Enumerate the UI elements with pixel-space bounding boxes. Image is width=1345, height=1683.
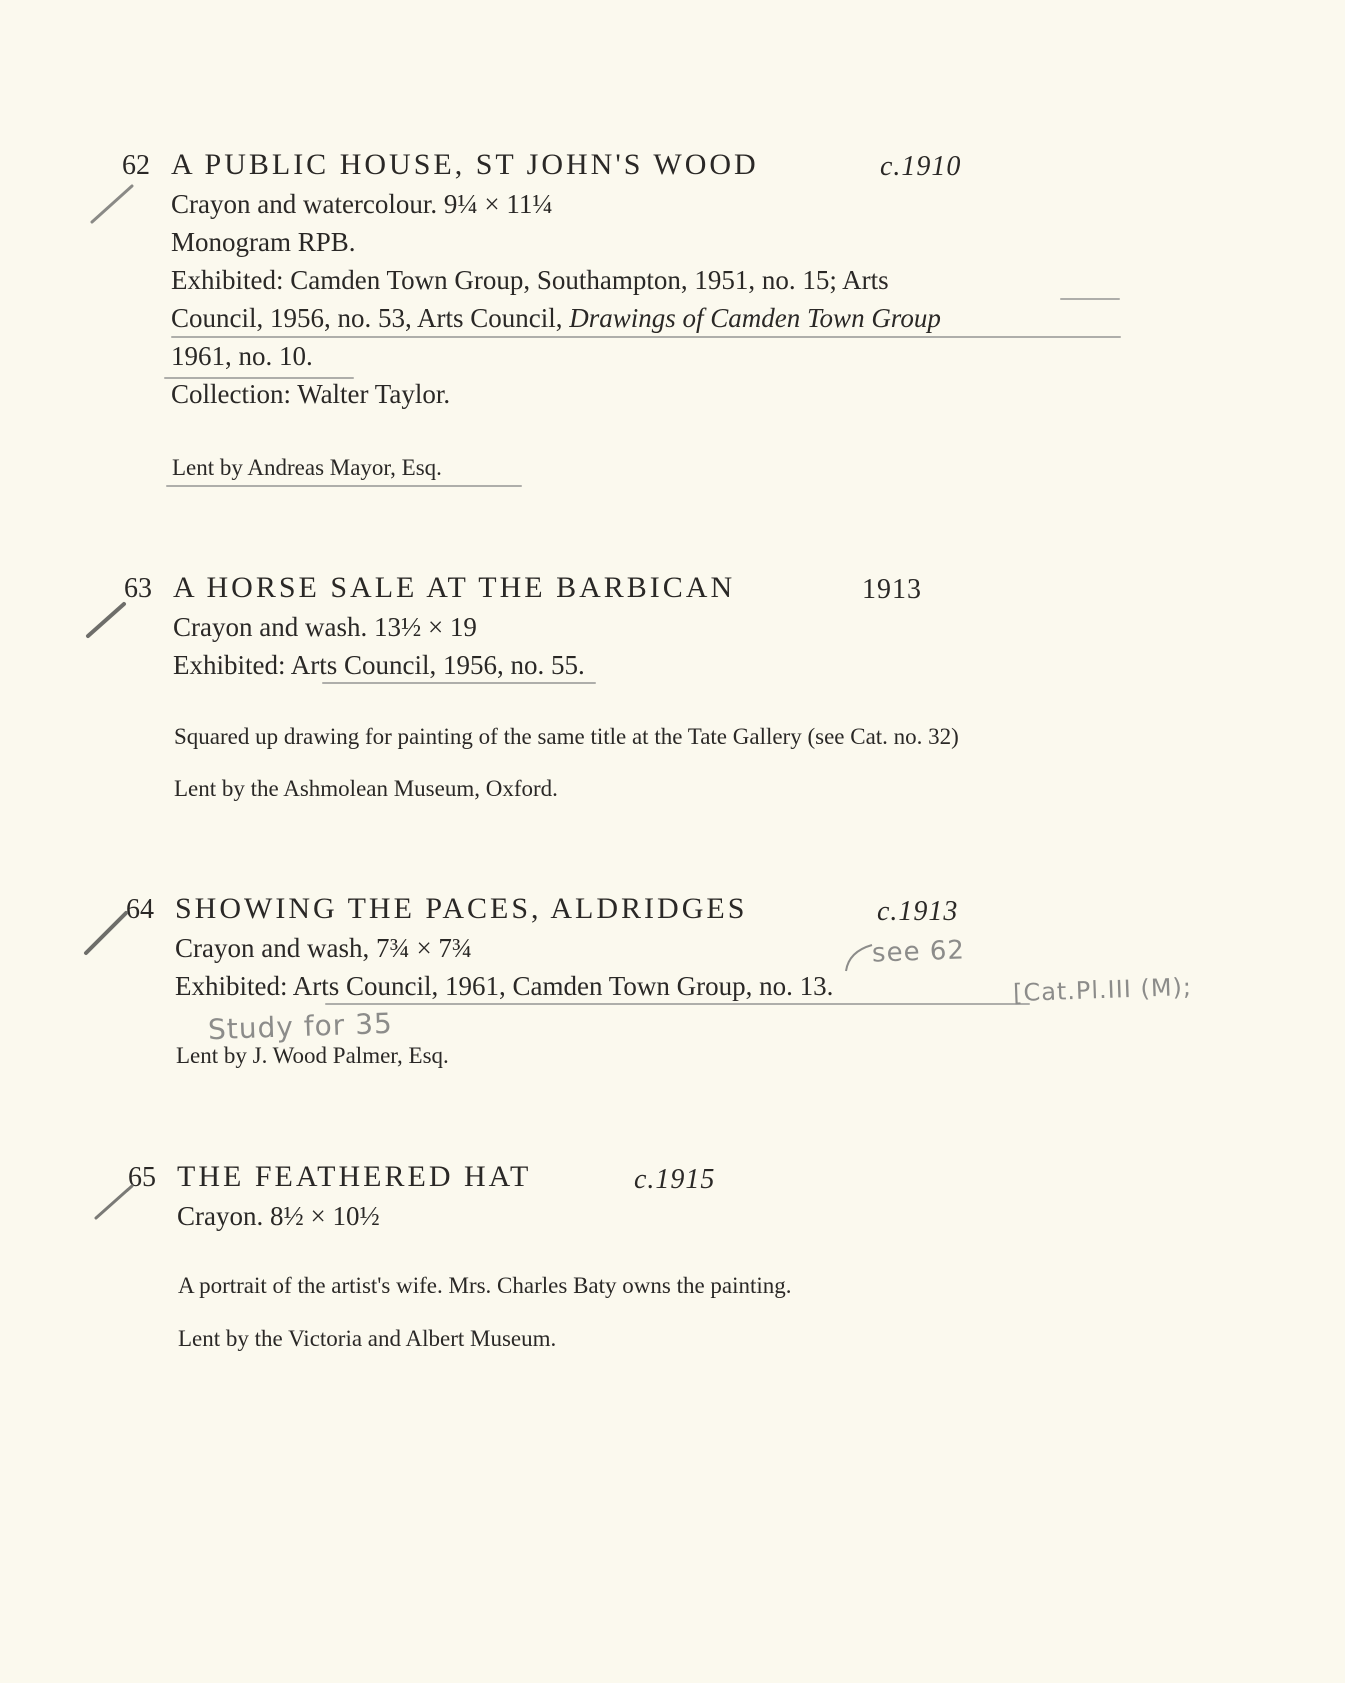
pencil-underline xyxy=(325,1003,1030,1005)
pencil-annotation-see: see 62 xyxy=(871,935,966,969)
entry-collection: Collection: Walter Taylor. xyxy=(171,379,451,409)
entry-title: THE FEATHERED HAT xyxy=(177,1160,532,1193)
entry-medium: Crayon and wash, 7¾ × 7¾ xyxy=(175,933,473,963)
entry-medium: Crayon and watercolour. 9¼ × 11¼ xyxy=(171,189,553,219)
pencil-underline xyxy=(171,336,1121,338)
pencil-underline xyxy=(164,377,354,379)
entry-exhibited: Exhibited: Arts Council, 1956, no. 55. xyxy=(173,650,585,680)
entry-inscription: Monogram RPB. xyxy=(171,227,356,257)
exhibited-text: Council, 1956, no. 53, Arts Council, xyxy=(171,303,570,333)
pencil-tick-mark xyxy=(82,905,132,960)
entry-date: c.1913 xyxy=(877,896,959,927)
pencil-underline xyxy=(322,682,596,684)
entry-title: A PUBLIC HOUSE, ST JOHN'S WOOD xyxy=(171,148,759,181)
pencil-annotation-study: Study for 35 xyxy=(207,1006,394,1047)
entry-number: 64 xyxy=(126,894,154,925)
entry-exhibited-line-3: 1961, no. 10. xyxy=(171,341,313,371)
entry-lender: Lent by J. Wood Palmer, Esq. xyxy=(176,1043,449,1068)
entry-title: SHOWING THE PACES, ALDRIDGES xyxy=(175,892,748,925)
entry-note: A portrait of the artist's wife. Mrs. Charles Baty owns the painting. xyxy=(178,1273,792,1298)
entry-title: A HORSE SALE AT THE BARBICAN xyxy=(173,571,736,604)
entry-number: 65 xyxy=(128,1162,156,1193)
entry-number: 63 xyxy=(124,573,152,604)
pencil-tick-mark xyxy=(88,180,138,230)
entry-date: c.1910 xyxy=(880,151,962,182)
entry-medium: Crayon. 8½ × 10½ xyxy=(177,1201,380,1231)
pencil-tick-mark xyxy=(84,598,134,643)
entry-medium: Crayon and wash. 13½ × 19 xyxy=(173,612,477,642)
pencil-annotation-bracket: [Cat.Pl.III (M); xyxy=(1012,972,1193,1008)
entry-lender: Lent by the Ashmolean Museum, Oxford. xyxy=(174,776,558,801)
entry-exhibited-line-1: Exhibited: Camden Town Group, Southampton, 1951, no. 15; Arts xyxy=(171,265,889,295)
entry-exhibited: Exhibited: Arts Council, 1961, Camden Town Group, no. 13. xyxy=(175,971,834,1001)
entry-lender: Lent by the Victoria and Albert Museum. xyxy=(178,1326,557,1351)
entry-date: 1913 xyxy=(862,574,922,605)
entry-number: 62 xyxy=(122,150,150,181)
pencil-underline xyxy=(166,485,522,487)
entry-note: Squared up drawing for painting of the same title at the Tate Gallery (see Cat. no. 32) xyxy=(174,724,959,749)
entry-exhibited-line-2 xyxy=(171,305,941,332)
exhibition-title: Drawings of Camden Town Group xyxy=(569,303,941,333)
pencil-underline xyxy=(1060,298,1120,300)
entry-lender: Lent by Andreas Mayor, Esq. xyxy=(172,455,442,480)
entry-date: c.1915 xyxy=(634,1164,716,1195)
